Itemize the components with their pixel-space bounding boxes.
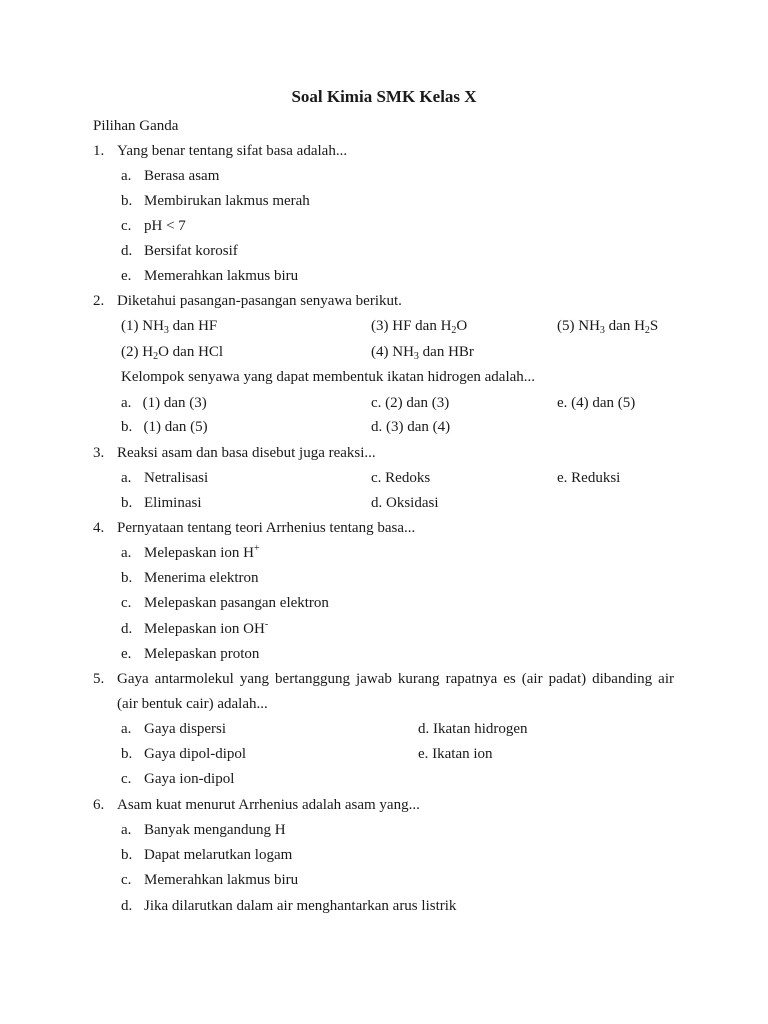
section-heading: Pilihan Ganda bbox=[93, 118, 179, 134]
question-text: Gaya antarmolekul yang bertanggung jawab kurang rapatnya es (air padat) dibanding air bbox=[117, 671, 674, 687]
option-text: Membirukan lakmus merah bbox=[144, 193, 310, 209]
q5-option-d: d. Ikatan hidrogen bbox=[418, 721, 528, 737]
q2-option-e: e. (4) dan (5) bbox=[557, 395, 636, 411]
q1-option-c bbox=[0, 215, 768, 237]
q2-option-d: d. (3) dan (4) bbox=[371, 419, 451, 435]
option-text: Jika dilarutkan dalam air menghantarkan arus listrik bbox=[144, 898, 457, 914]
q2-options-row-2 bbox=[0, 416, 768, 438]
question-text: Diketahui pasangan-pasangan senyawa berikut. bbox=[117, 293, 402, 309]
option-label: e. bbox=[121, 268, 132, 284]
question-4 bbox=[0, 517, 768, 539]
question-5 bbox=[0, 668, 768, 690]
option-text: Melepaskan ion H+ bbox=[144, 543, 260, 561]
question-number: 5. bbox=[93, 671, 105, 687]
option-label: b. bbox=[121, 847, 133, 863]
option-label: c. bbox=[121, 872, 132, 888]
option-label: c. bbox=[121, 218, 132, 234]
option-text: Memerahkan lakmus biru bbox=[144, 872, 299, 888]
q3-option-b: Eliminasi bbox=[144, 495, 202, 511]
pair-5: (5) $NH_3$ dan $H_2S$ bbox=[557, 318, 659, 336]
option-text: Melepaskan proton bbox=[144, 646, 260, 662]
q3-option-d: d. Oksidasi bbox=[371, 495, 439, 511]
option-label: b. bbox=[121, 746, 133, 762]
option-label: b. bbox=[121, 193, 133, 209]
q3-options-row-1 bbox=[0, 467, 768, 489]
q2-option-c: c. (2) dan (3) bbox=[371, 395, 450, 411]
q5-options-row-3 bbox=[0, 768, 768, 790]
question-text-continued: (air bentuk cair) adalah... bbox=[117, 696, 268, 712]
q4-option-e bbox=[0, 643, 768, 665]
q3-option-a: Netralisasi bbox=[144, 470, 209, 486]
option-text: Melepaskan ion OH- bbox=[144, 619, 269, 637]
option-text: Berasa asam bbox=[144, 168, 220, 184]
q3-options-row-2 bbox=[0, 492, 768, 514]
question-text: Asam kuat menurut Arrhenius adalah asam yang... bbox=[117, 797, 420, 813]
q5-option-c: Gaya ion-dipol bbox=[144, 771, 235, 787]
q6-option-a bbox=[0, 819, 768, 841]
option-text: Banyak mengandung H bbox=[144, 822, 286, 838]
option-label: a. bbox=[121, 470, 132, 486]
option-text: Bersifat korosif bbox=[144, 243, 238, 259]
pair-3: (3) HF dan $H_2O$ bbox=[371, 318, 468, 336]
option-label: a. bbox=[121, 545, 132, 561]
q4-option-c bbox=[0, 592, 768, 614]
q1-option-b bbox=[0, 190, 768, 212]
option-text: Dapat melarutkan logam bbox=[144, 847, 293, 863]
q4-option-d bbox=[0, 618, 768, 640]
option-text: Melepaskan pasangan elektron bbox=[144, 595, 329, 611]
option-text: Menerima elektron bbox=[144, 570, 259, 586]
q1-option-d bbox=[0, 240, 768, 262]
option-label: a. bbox=[121, 168, 132, 184]
q2-pairs-row-2 bbox=[0, 341, 768, 363]
option-label: a. bbox=[121, 721, 132, 737]
q5-options-row-1 bbox=[0, 718, 768, 740]
q5-option-e: e. Ikatan ion bbox=[418, 746, 493, 762]
q1-option-e bbox=[0, 265, 768, 287]
q6-option-b bbox=[0, 844, 768, 866]
document-title: Soal Kimia SMK Kelas X bbox=[291, 87, 477, 106]
q6-option-d bbox=[0, 895, 768, 917]
option-label: d. bbox=[121, 243, 133, 259]
option-label: d. bbox=[121, 898, 133, 914]
q2-option-a: a. (1) dan (3) bbox=[121, 395, 207, 411]
q2-option-b: b. (1) dan (5) bbox=[121, 419, 208, 435]
pair-4: (4) $NH_3$ dan HBr bbox=[371, 344, 474, 362]
q2-pairs-row-1 bbox=[0, 315, 768, 337]
option-label: b. bbox=[121, 570, 133, 586]
question-number: 1. bbox=[93, 143, 105, 159]
option-label: d. bbox=[121, 621, 133, 637]
option-label: c. bbox=[121, 771, 132, 787]
q2-options-row-1 bbox=[0, 392, 768, 414]
option-text: pH < 7 bbox=[144, 218, 186, 234]
question-number: 6. bbox=[93, 797, 105, 813]
q4-option-b bbox=[0, 567, 768, 589]
question-3 bbox=[0, 442, 768, 464]
option-label: e. bbox=[121, 646, 132, 662]
option-label: c. bbox=[121, 595, 132, 611]
question-2 bbox=[0, 290, 768, 312]
q6-option-c bbox=[0, 869, 768, 891]
q5-options-row-2 bbox=[0, 743, 768, 765]
option-label: a. bbox=[121, 822, 132, 838]
pair-1: (1) $NH_3$ dan HF bbox=[121, 318, 218, 336]
q2-prompt: Kelompok senyawa yang dapat membentuk ikatan hidrogen adalah... bbox=[121, 369, 536, 385]
question-6 bbox=[0, 794, 768, 816]
question-number: 2. bbox=[93, 293, 105, 309]
q5-option-a: Gaya dispersi bbox=[144, 721, 227, 737]
option-label: b. bbox=[121, 495, 133, 511]
pair-2: (2) $H_2O$ dan HCl bbox=[121, 344, 224, 362]
question-number: 4. bbox=[93, 520, 105, 536]
question-1 bbox=[0, 140, 768, 162]
option-text: Memerahkan lakmus biru bbox=[144, 268, 299, 284]
question-text: Pernyataan tentang teori Arrhenius tentang basa... bbox=[117, 520, 416, 536]
q1-option-a bbox=[0, 165, 768, 187]
q5-option-b: Gaya dipol-dipol bbox=[144, 746, 247, 762]
q4-option-a bbox=[0, 542, 768, 564]
question-text: Reaksi asam dan basa disebut juga reaksi... bbox=[117, 445, 376, 461]
question-number: 3. bbox=[93, 445, 105, 461]
q3-option-e: e. Reduksi bbox=[557, 470, 621, 486]
question-text: Yang benar tentang sifat basa adalah... bbox=[117, 143, 348, 159]
q3-option-c: c. Redoks bbox=[371, 470, 431, 486]
